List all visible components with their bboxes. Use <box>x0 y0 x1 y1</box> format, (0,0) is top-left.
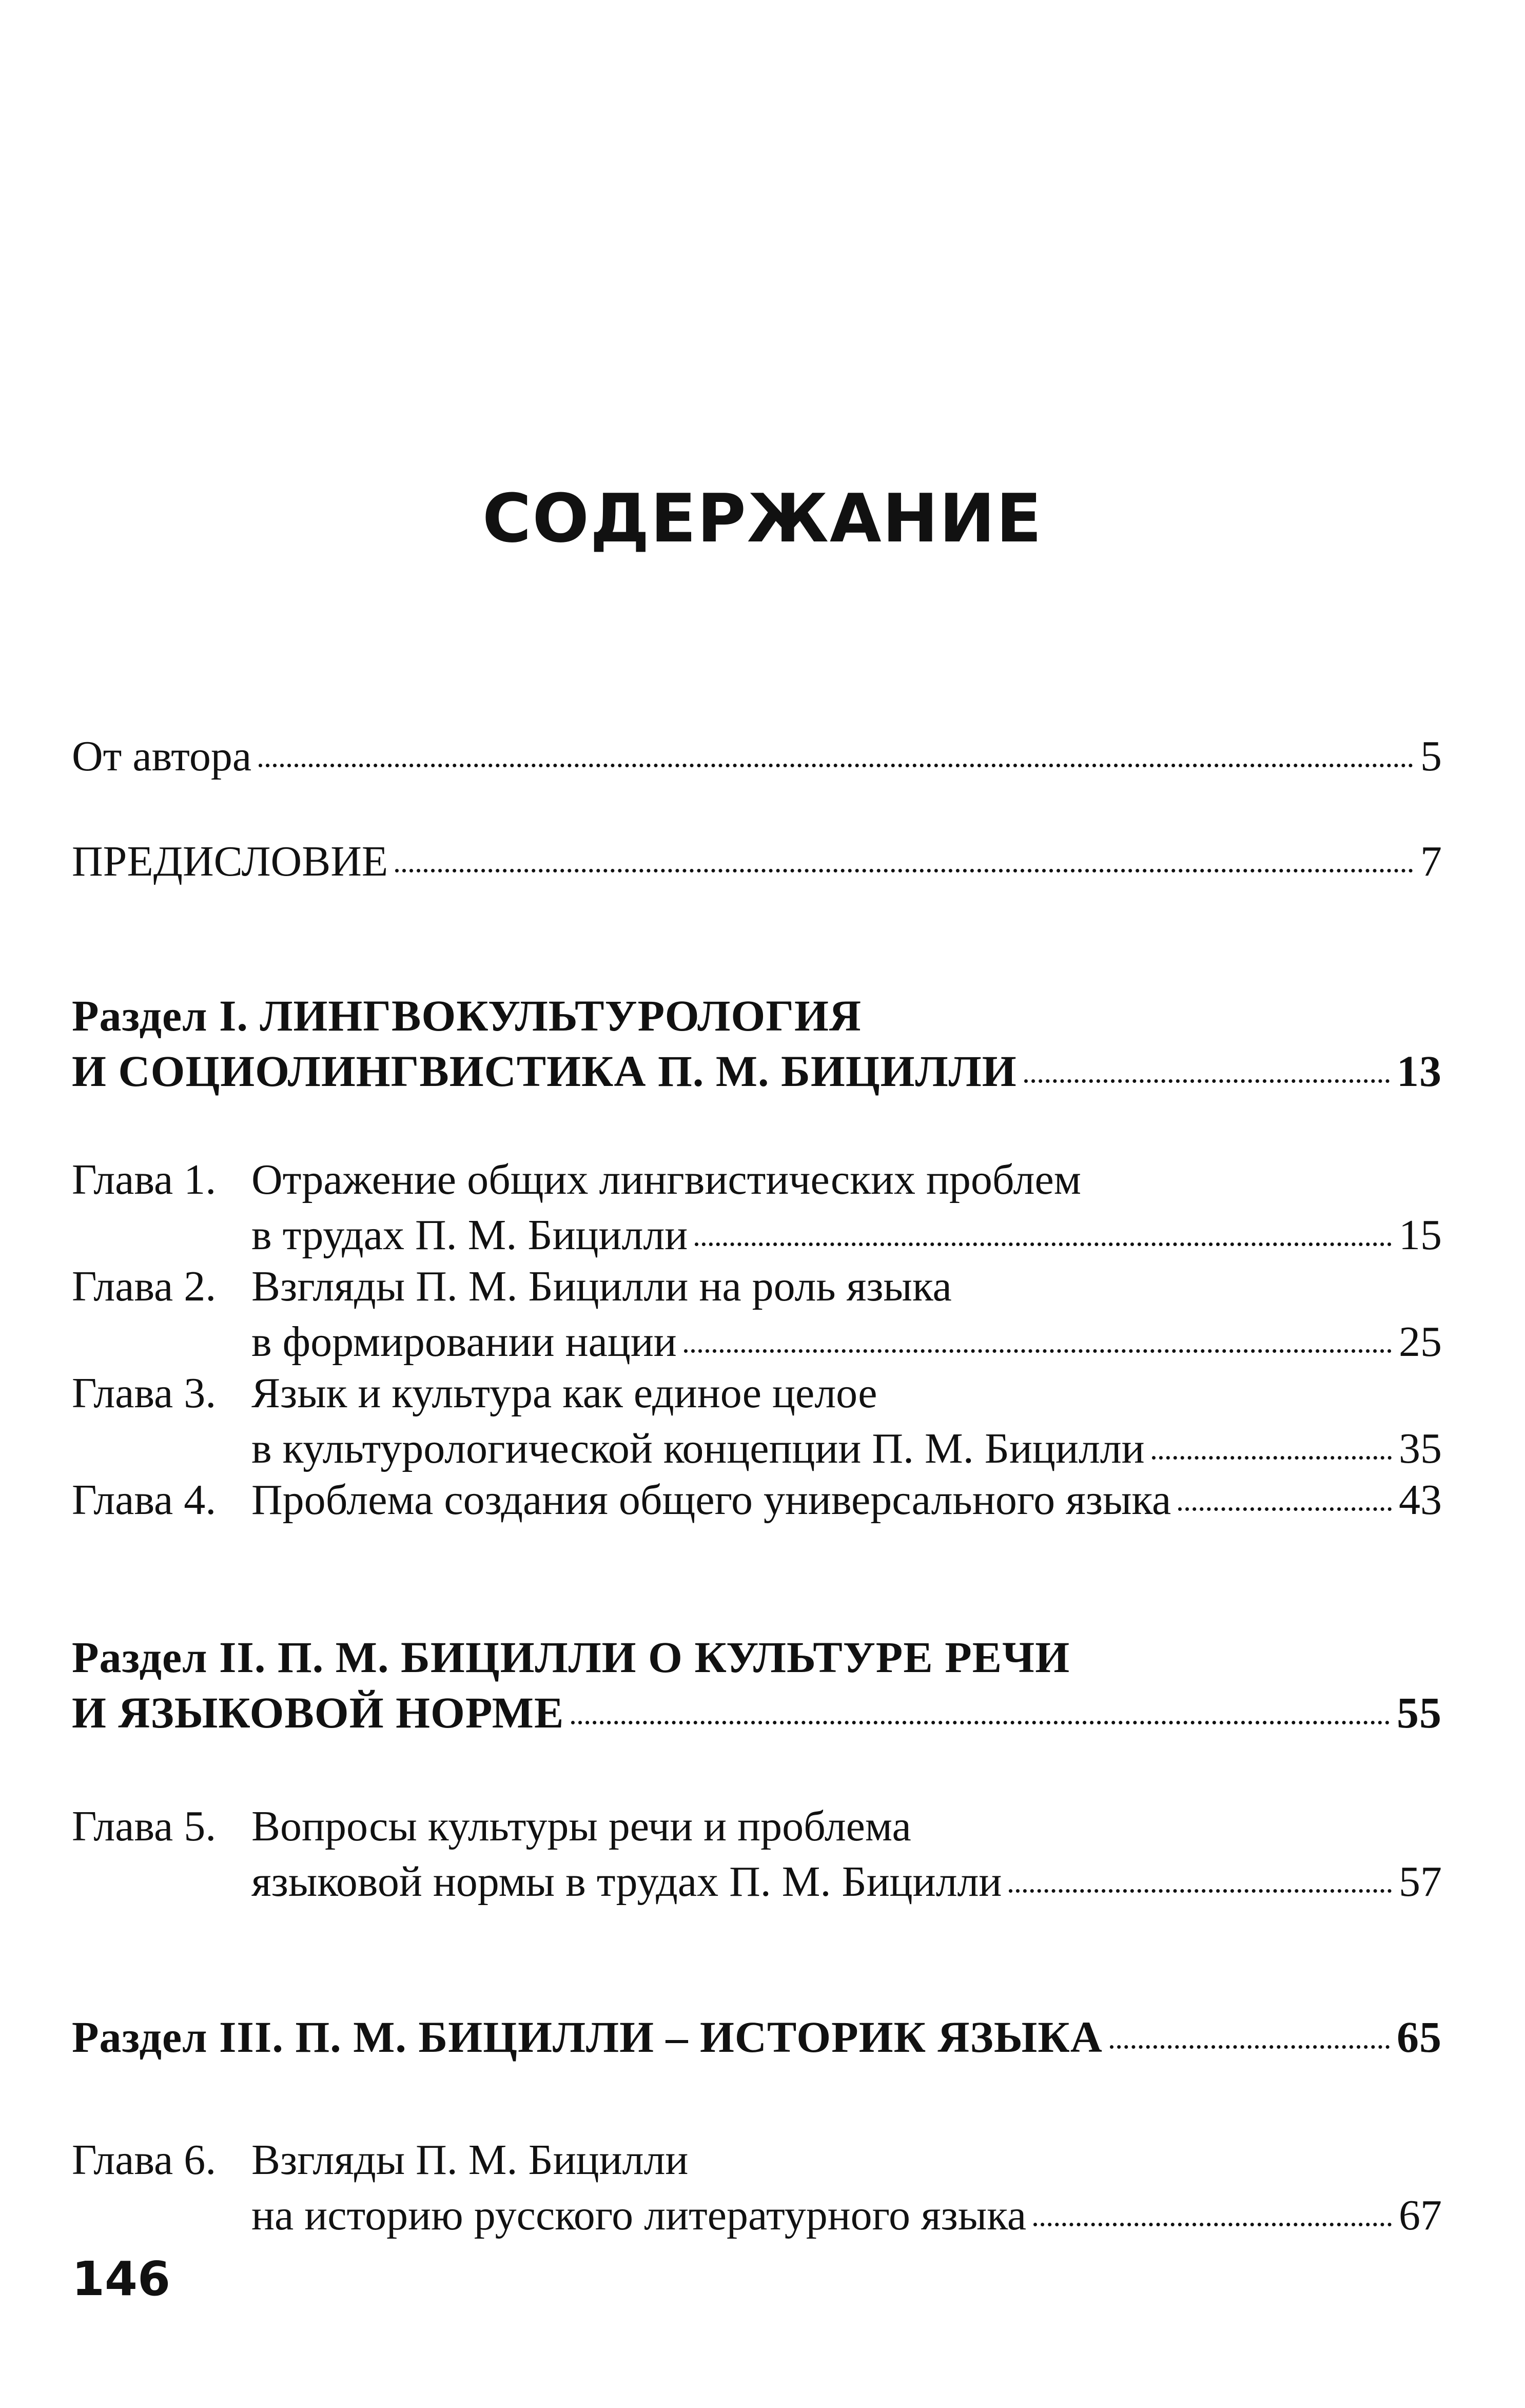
chapter-title-line1: Вопросы культуры речи и проблема <box>251 1802 911 1850</box>
toc-entry-page: 5 <box>1420 732 1442 780</box>
dot-leader <box>1178 1507 1392 1511</box>
chapter-label: Глава 2. <box>72 1263 217 1310</box>
chapter-page: 43 <box>1399 1476 1442 1524</box>
toc-entry-page: 7 <box>1420 838 1442 885</box>
chapter-label: Глава 5. <box>72 1802 217 1850</box>
toc-section-1[interactable] <box>72 988 1442 1099</box>
chapter-title-line2: языковой нормы в трудах П. М. Бицилли <box>251 1858 1002 1906</box>
dot-leader <box>684 1349 1392 1353</box>
dot-leader <box>1033 2223 1392 2226</box>
chapter-title-line2: в культурологической концепции П. М. Бицилли <box>251 1425 1145 1472</box>
section-title-line1: Раздел I. ЛИНГВОКУЛЬТУРОЛОГИЯ <box>72 991 862 1040</box>
chapter-page: 35 <box>1399 1425 1442 1472</box>
page-number: 146 <box>72 2251 171 2306</box>
dot-leader <box>259 764 1413 767</box>
toc-entry-from-author[interactable] <box>72 729 1442 784</box>
dot-leader <box>571 1721 1390 1724</box>
toc-chapter-6[interactable] <box>72 2132 1442 2243</box>
section-page: 55 <box>1397 1688 1442 1737</box>
chapter-title-line2: в трудах П. М. Бицилли <box>251 1211 688 1259</box>
section-title-line1: Раздел II. П. М. БИЦИЛЛИ О КУЛЬТУРЕ РЕЧИ <box>72 1633 1070 1682</box>
toc-chapter-5[interactable] <box>72 1799 1442 1910</box>
chapter-page: 15 <box>1399 1211 1442 1259</box>
toc-entry-text: ПРЕДИСЛОВИЕ <box>72 838 388 885</box>
section-page: 13 <box>1397 1046 1442 1096</box>
chapter-title-line1: Проблема создания общего универсального языка <box>251 1476 1171 1524</box>
dot-leader <box>1110 2045 1390 2049</box>
chapter-page: 25 <box>1399 1318 1442 1366</box>
dot-leader <box>1152 1456 1392 1460</box>
toc-section-2[interactable] <box>72 1629 1442 1740</box>
chapter-title-line2: на историю русского литературного языка <box>251 2191 1027 2239</box>
toc-chapter-3[interactable] <box>72 1366 1442 1477</box>
chapter-title-line2: в формировании нации <box>251 1318 677 1366</box>
toc-section-3[interactable] <box>72 2009 1442 2065</box>
chapter-page: 57 <box>1399 1858 1442 1906</box>
page-title: СОДЕРЖАНИЕ <box>482 479 1043 557</box>
dot-leader <box>1009 1889 1392 1893</box>
toc-chapter-1[interactable] <box>72 1152 1442 1263</box>
section-page: 65 <box>1397 2012 1442 2062</box>
dot-leader <box>1024 1079 1390 1083</box>
section-title-line2: И СОЦИОЛИНГВИСТИКА П. М. БИЦИЛЛИ <box>72 1046 1017 1096</box>
toc-entry-text: От автора <box>72 732 252 780</box>
chapter-title-line1: Взгляды П. М. Бицилли на роль языка <box>251 1263 952 1310</box>
chapter-page: 67 <box>1399 2191 1442 2239</box>
section-title: Раздел III. П. М. БИЦИЛЛИ – ИСТОРИК ЯЗЫКА <box>72 2012 1103 2062</box>
toc-chapter-2[interactable] <box>72 1259 1442 1370</box>
chapter-title-line1: Взгляды П. М. Бицилли <box>251 2136 689 2184</box>
section-title-line2: И ЯЗЫКОВОЙ НОРМЕ <box>72 1688 564 1737</box>
chapter-label: Глава 6. <box>72 2136 217 2184</box>
dot-leader <box>695 1242 1392 1246</box>
chapter-label: Глава 3. <box>72 1369 217 1417</box>
chapter-title-line1: Отражение общих лингвистических проблем <box>251 1156 1081 1203</box>
toc-entry-preface[interactable] <box>72 834 1442 889</box>
dot-leader <box>395 869 1413 872</box>
chapter-label: Глава 1. <box>72 1156 217 1203</box>
toc-chapter-4[interactable] <box>72 1472 1442 1528</box>
chapter-title-line1: Язык и культура как единое целое <box>251 1369 877 1417</box>
chapter-label: Глава 4. <box>72 1476 217 1524</box>
